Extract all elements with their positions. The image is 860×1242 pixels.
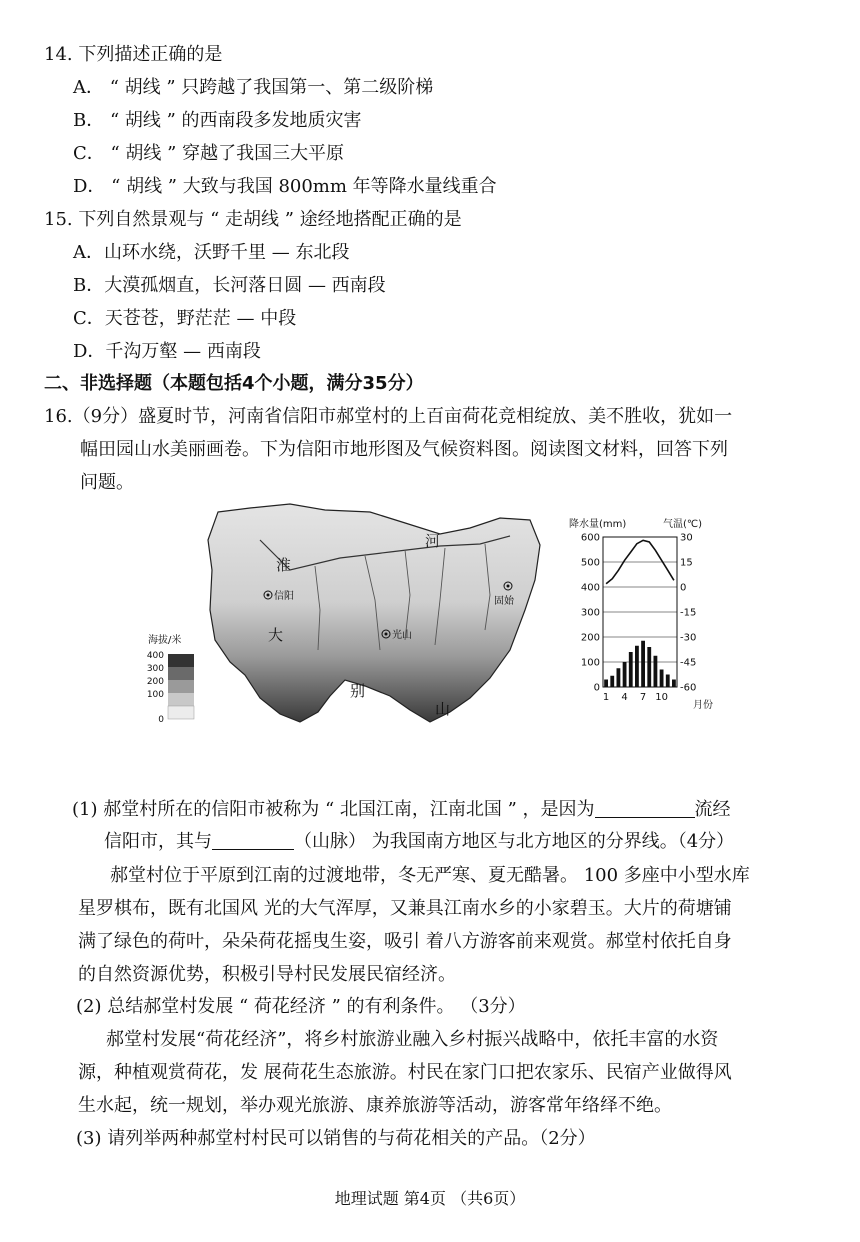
material-paragraph-2: 郝堂村发展“荷花经济”，将乡村旅游业融入乡村振兴战略中，依托丰富的水资 [106, 1029, 719, 1050]
x-tick-label: 4 [621, 692, 628, 703]
q15-option-c: C．天苍苍，野茫茫 — 中段 [73, 308, 297, 329]
y-tick-label: 200 [580, 632, 600, 644]
map-label-shan: 山 [435, 700, 451, 718]
precipitation-bar [641, 641, 645, 687]
svg-text:200: 200 [146, 677, 164, 687]
y-tick-label: 300 [580, 607, 600, 619]
topographic-map [140, 500, 560, 735]
material-paragraph-1: 的自然资源优势，积极引导村民发展民宿经济。 [78, 964, 456, 985]
q16-2: (2) 总结郝堂村发展 “ 荷花经济 ” 的有利条件。 （3分） [76, 996, 526, 1017]
q16-1-text-d: （山脉） 为我国南方地区与北方地区的分界线。（4分） [294, 831, 735, 852]
svg-text:光山: 光山 [392, 630, 412, 641]
material-paragraph-2: 源，种植观赏荷花，发 展荷花生态旅游。村民在家门口把农家乐、民宿产业做得风 [78, 1062, 732, 1083]
page-footer: 地理试题 第4页 （共6页） [334, 1189, 526, 1208]
elevation-legend-title: 海拔/米 [148, 635, 182, 646]
y-tick-label: 100 [580, 657, 600, 669]
q16-1-text-c: 信阳市，其与 [104, 831, 212, 852]
precipitation-bar [623, 662, 627, 687]
answer-blank-mountain[interactable] [212, 829, 294, 850]
question-16-line-2: 幅田园山水美丽画卷。下为信阳市地形图及气候资料图。阅读图文材料，回答下列 [80, 439, 728, 460]
q14-option-d: D． “ 胡线 ” 大致与我国 800mm 年等降水量线重合 [73, 176, 497, 197]
svg-text:0: 0 [158, 715, 164, 725]
map-region-outline [208, 504, 540, 722]
climate-chart [565, 515, 735, 720]
precipitation-bar [660, 670, 664, 688]
x-tick-label: 7 [639, 692, 647, 703]
y2-tick-label: -60 [680, 682, 697, 694]
material-paragraph-1: 星罗棋布，既有北国风 光的大气浑厚，又兼具江南水乡的小家碧玉。大片的荷塘铺 [78, 898, 732, 919]
y2-tick-label: 0 [680, 582, 687, 594]
material-paragraph-1: 郝堂村位于平原到江南的过渡地带，冬无严寒、夏无酷暑。 100 多座中小型水库 [110, 865, 750, 886]
precipitation-bar [610, 676, 614, 687]
svg-text:固始: 固始 [494, 596, 514, 607]
y2-tick-label: 30 [680, 532, 693, 544]
svg-text:100: 100 [146, 690, 164, 700]
q14-option-b: B． “ 胡线 ” 的西南段多发地质灾害 [73, 110, 362, 131]
precipitation-bar [604, 680, 608, 688]
y-tick-label: 500 [580, 557, 600, 569]
question-15-stem: 15. 下列自然景观与 “ 走胡线 ” 途经地搭配正确的是 [44, 209, 462, 230]
precipitation-bar [654, 656, 658, 687]
map-label-he: 河 [425, 532, 441, 550]
y-axis-label: 降水量(mm) [569, 519, 627, 530]
q16-1-line-1 [72, 797, 731, 823]
q15-option-b: B．大漠孤烟直，长河落日圆 — 西南段 [73, 275, 386, 296]
svg-text:信阳: 信阳 [274, 591, 294, 602]
q16-1-text-a: (1) 郝堂村所在的信阳市被称为 “ 北国江南，江南北国 ” ，是因为 [72, 799, 595, 820]
section-heading: 二、非选择题（本题包括4个小题，满分35分） [44, 373, 424, 394]
y-tick-label: 600 [580, 532, 600, 544]
question-14-stem: 14. 下列描述正确的是 [44, 44, 223, 65]
y2-tick-label: -45 [680, 657, 697, 669]
svg-text:300: 300 [146, 664, 164, 674]
y-tick-label: 400 [580, 582, 600, 594]
svg-text:400: 400 [146, 651, 164, 661]
precipitation-bar [617, 668, 621, 687]
x-axis-label: 月份 [693, 700, 713, 711]
q16-3: (3) 请列举两种郝堂村村民可以销售的与荷花相关的产品。（2分） [76, 1128, 596, 1149]
q16-1-line-2 [104, 829, 734, 855]
precipitation-bar [647, 647, 651, 687]
x-tick-label: 1 [602, 692, 610, 703]
answer-blank-river[interactable] [595, 797, 695, 818]
map-label-da: 大 [268, 626, 284, 644]
question-16-line-1: 16.（9分）盛夏时节，河南省信阳市郝堂村的上百亩荷花竞相绽放、美不胜收，犹如一 [44, 406, 733, 427]
elevation-legend [147, 633, 194, 725]
y2-tick-label: -30 [680, 632, 697, 644]
question-16-line-3: 问题。 [80, 472, 134, 493]
precipitation-bar [672, 680, 676, 688]
x-tick-label: 10 [655, 692, 668, 703]
y2-axis-label: 气温(℃) [663, 519, 703, 530]
y2-tick-label: -15 [680, 607, 697, 619]
material-paragraph-2: 生水起，统一规划，举办观光旅游、康养旅游等活动，游客常年络绎不绝。 [78, 1095, 672, 1116]
y2-tick-label: 15 [680, 557, 693, 569]
precipitation-bar [635, 646, 639, 687]
precipitation-bar [666, 675, 670, 688]
q14-option-a: A． “ 胡线 ” 只跨越了我国第一、第二级阶梯 [73, 77, 434, 98]
q15-option-a: A．山环水绕，沃野千里 — 东北段 [73, 242, 350, 263]
q16-1-text-b: 流经 [694, 799, 731, 820]
precipitation-bar [629, 652, 633, 687]
material-paragraph-1: 满了绿色的荷叶，朵朵荷花摇曳生姿，吸引 着八方游客前来观赏。郝堂村依托自身 [78, 931, 732, 952]
map-label-bie: 别 [350, 682, 366, 700]
q15-option-d: D．千沟万壑 — 西南段 [73, 341, 261, 362]
y-tick-label: 0 [593, 682, 600, 694]
q14-option-c: C． “ 胡线 ” 穿越了我国三大平原 [73, 143, 345, 164]
map-label-huai: 淮 [276, 556, 292, 574]
